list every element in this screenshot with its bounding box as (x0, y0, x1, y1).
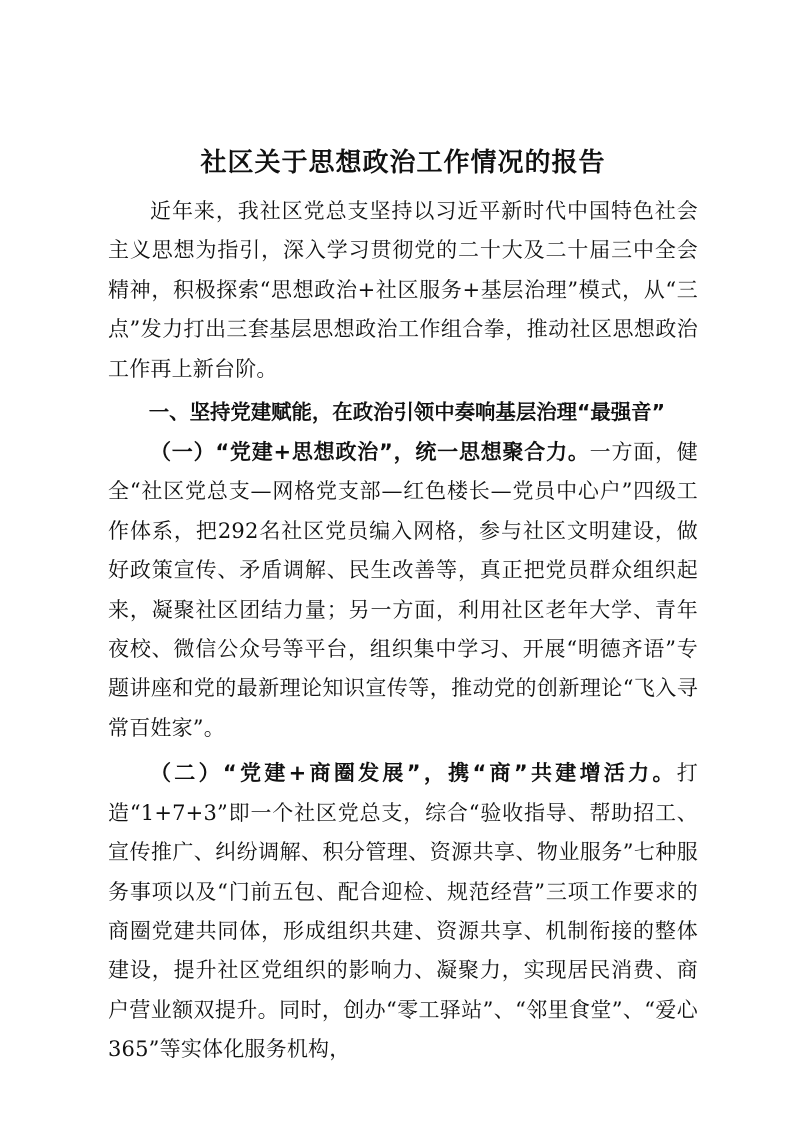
subsection-heading-1: （一）“党建+思想政治”，统一思想聚合力。 (150, 440, 590, 465)
document-title: 社区关于思想政治工作情况的报告 (200, 148, 606, 178)
intro-paragraph: 近年来，我社区党总支坚持以习近平新时代中国特色社会主义思想为指引，深入学习贯彻党的二十大及二十届三中全会精神，积极探索“思想政治+社区服务+基层治理”模式，从“三点”发力打出三套基层思想政治工作组合拳，推动社区思想政治工作再上新台阶。 (108, 199, 698, 381)
document-page (108, 140, 698, 1070)
subsection-paragraph-1 (108, 433, 698, 748)
section-heading: 一、坚持党建赋能，在政治引领中奏响基层治理“最强音” (148, 400, 665, 425)
subsection-body-2: 打造“1+7+3”即一个社区党总支，综合“验收指导、帮助招工、宣传推广、纠纷调解、积分管理、资源共享、物业服务”七种服务事项以及“门前五包、配合迎检、规范经营”三项工作要求的商圈党建共同体，形成组织共建、资源共享、机制衔接的整体建设，提升社区党组织的影响力、凝聚力，实现居民消费、商户营业额双提升。同时，创办“零工驿站”、“邻里食堂”、“爱心365”等实体化服务机构， (108, 761, 698, 1062)
subsection-paragraph-2 (108, 754, 698, 1069)
subsection-heading-2: （二）“党建+商圈发展”，携“商”共建增活力。 (150, 761, 677, 786)
subsection-body-1: 一方面，健全“社区党总支—网格党支部—红色楼长—党员中心户”四级工作体系，把292名社区党员编入网格，参与社区文明建设，做好政策宣传、矛盾调解、民生改善等，真正把党员群众组织起来，凝聚社区团结力量；另一方面，利用社区老年大学、青年夜校、微信公众号等平台，组织集中学习、开展“明德齐语”专题讲座和党的最新理论知识宣传等，推动党的创新理论“飞入寻常百姓家”。 (108, 440, 698, 740)
